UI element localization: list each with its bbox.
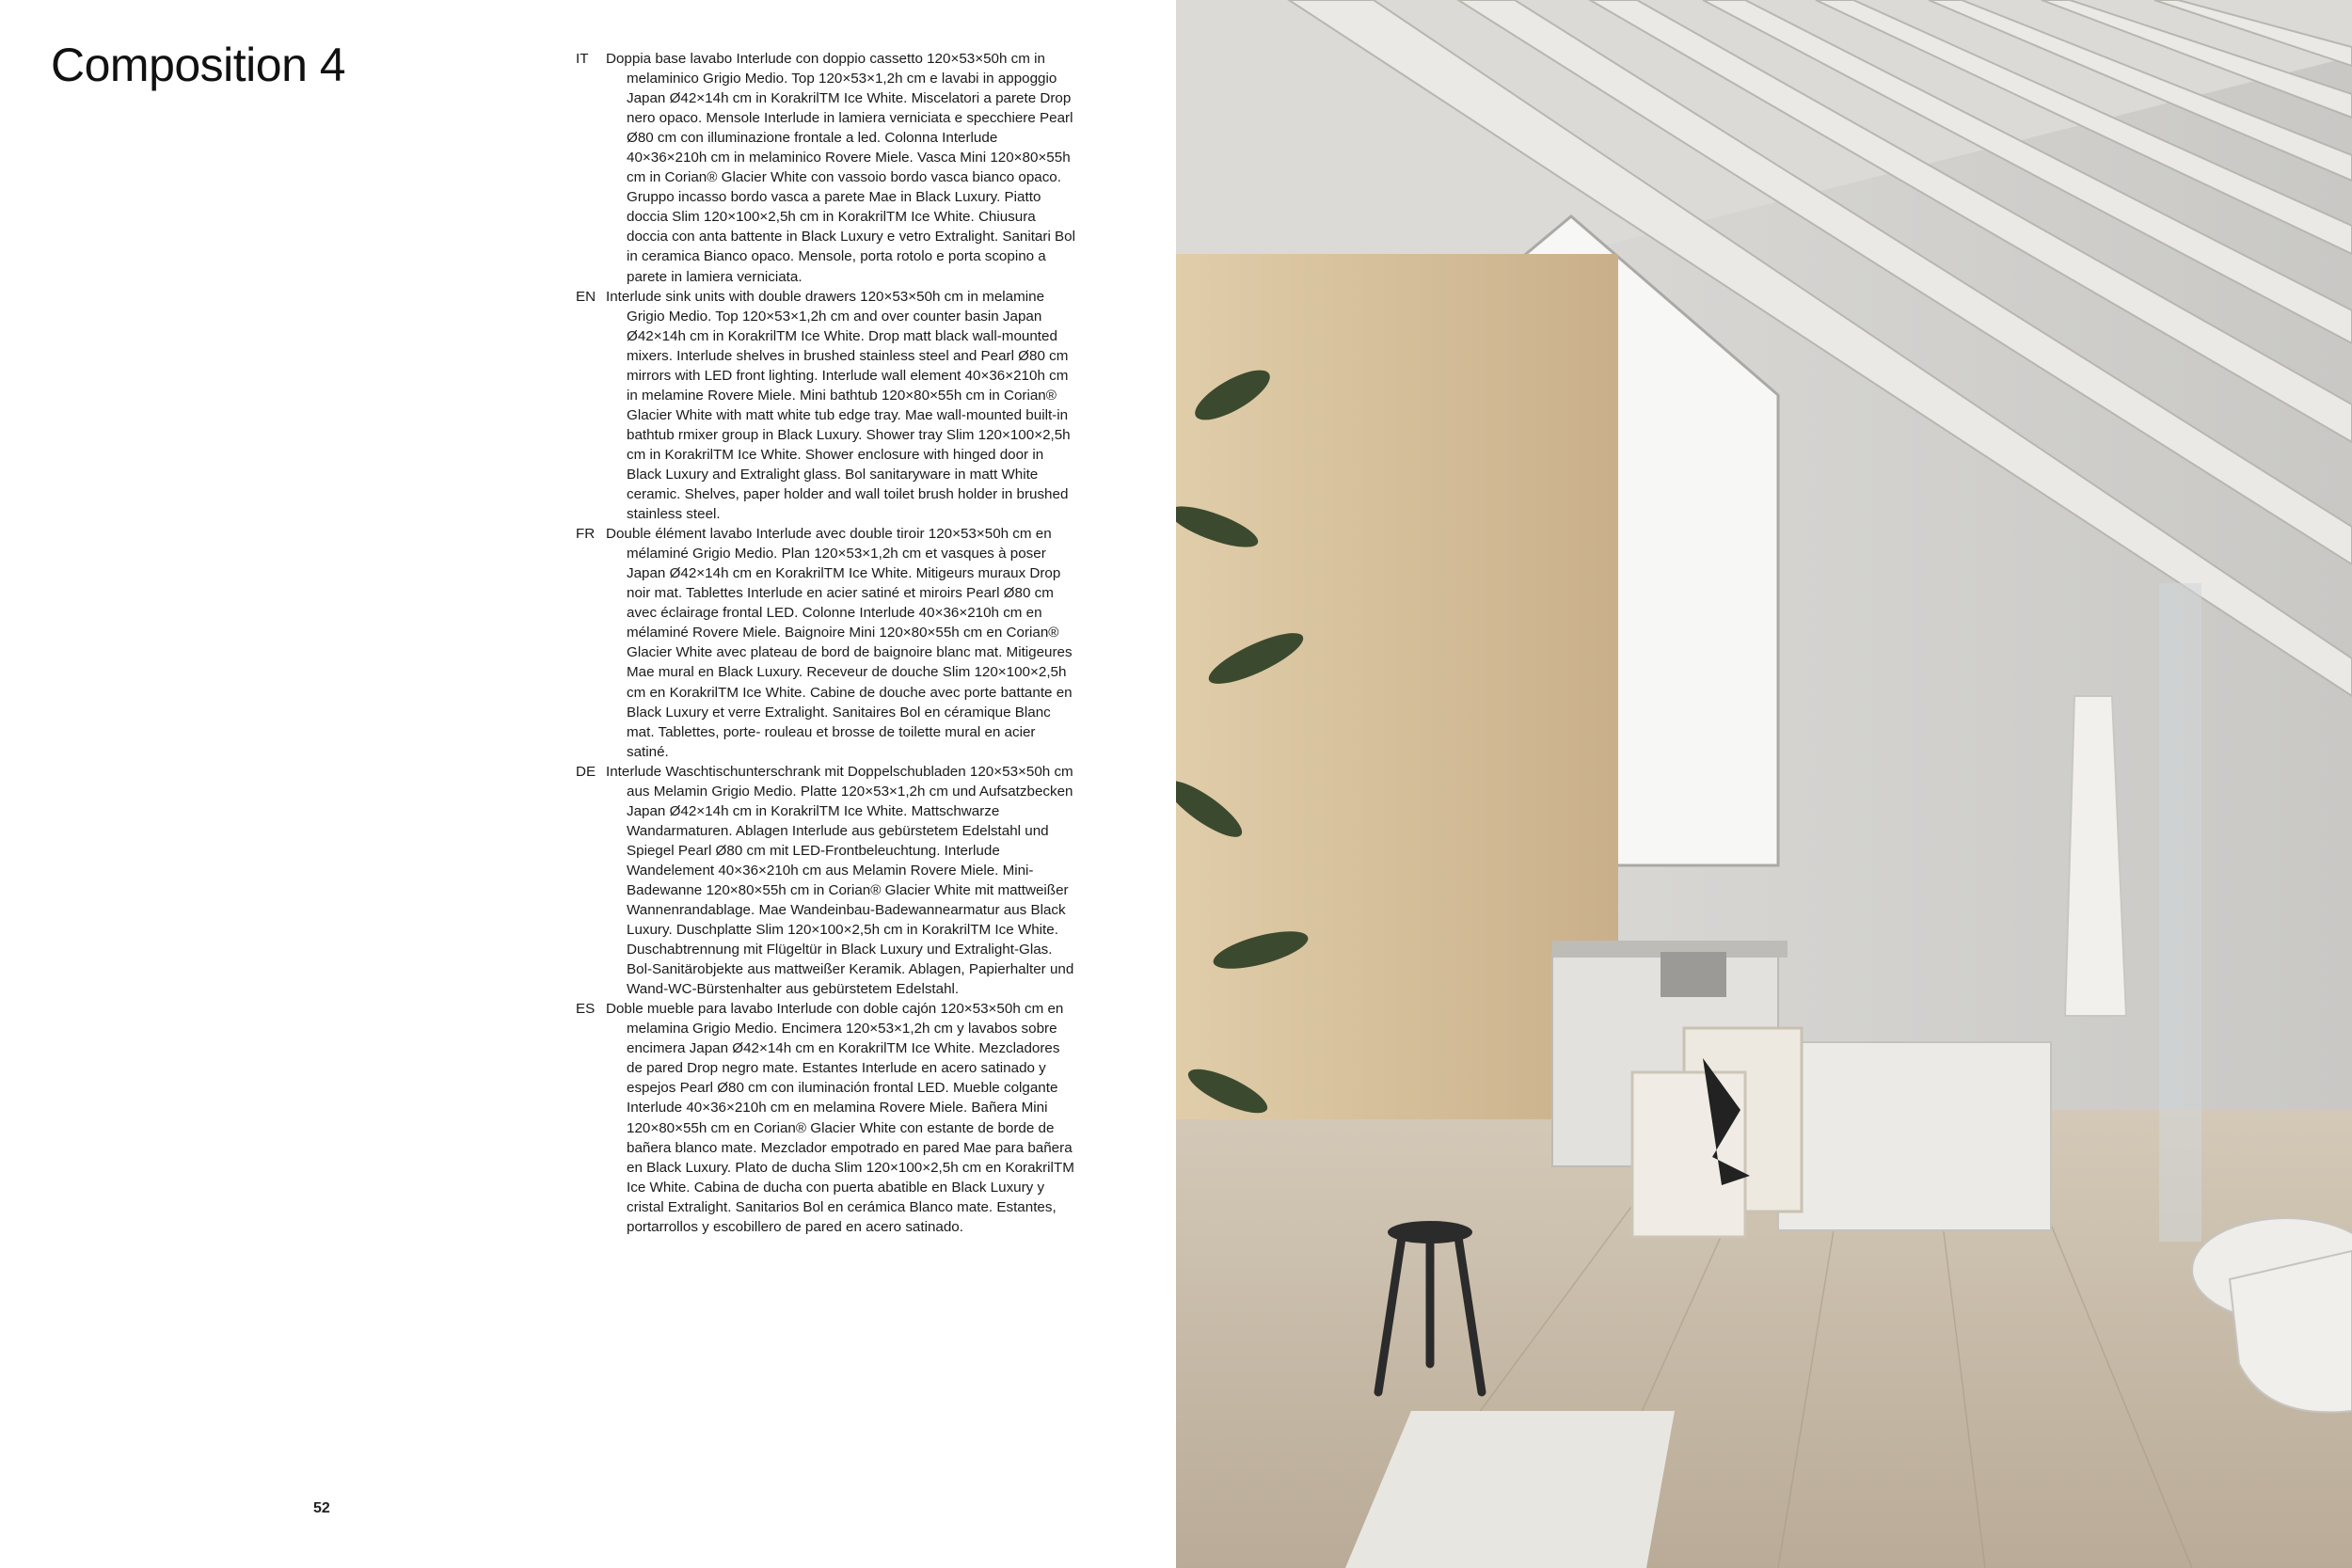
bathtub bbox=[1778, 1042, 2051, 1230]
description-it bbox=[576, 49, 1076, 287]
lang-text: Doppia base lavabo Interlude con doppio cassetto 120×53×50h cm in melaminico Grigio Medio. Top 120×53×1,2h cm e lavabi in appoggio Japan Ø42×14h cm in KorakrilTM Ice White. Miscelatori a parete Drop nero opaco. Mensole Interlude in lamiera verniciata e specchiere Pearl Ø80 cm con illuminazione frontale a led. Colonna Interlude 40×36×210h cm in melaminico Rovere Miele. Vasca Mini 120×80×55h cm in Corian® Glacier White con vassoio bordo vasca bianco opaco. Gruppo incasso bordo vasca a parete Mae in Black Luxury. Piatto doccia Slim 120×100×2,5h cm in KorakrilTM Ice White. Chiusura doccia con anta battente in Black Luxury e vetro Extralight. Sanitari Bol in ceramica Bianco opaco. Mensole, porta rotolo e porta scopino a parete in lamiera verniciata. bbox=[606, 51, 1075, 285]
lang-code: IT bbox=[576, 51, 589, 67]
page-number: 52 bbox=[313, 1500, 330, 1516]
lang-text: Interlude Waschtischunterschrank mit Doppelschubladen 120×53×50h cm aus Melamin Grigio Medio. Platte 120×53×1,2h cm und Aufsatzbecken Japan Ø42×14h cm in KorakrilTM Ice White. Mattschwarze Wandarmaturen. Ablagen Interlude aus gebürstetem Edelstahl und Spiegel Pearl Ø80 cm mit LED-Frontbeleuchtung. Interlude Wandelement 40×36×210h cm aus Melamin Rovere Miele. Mini-Badewanne 120×80×55h cm in Corian® Glacier White mit mattweißer Wannenrandablage. Mae Wandeinbau-Badewannearmatur aus Black Luxury. Duschplatte Slim 120×100×2,5h cm in KorakrilTM Ice White. Duschabtrennung mit Flügeltür in Black Luxury und Extralight-Glas. Bol-Sanitärobjekte aus mattweißer Keramik. Ablagen, Papierhalter und Wand-WC-Bürstenhalter aus gebürstetem Edelstahl. bbox=[606, 763, 1074, 998]
description-fr bbox=[576, 524, 1076, 762]
lang-code: FR bbox=[576, 526, 596, 543]
description-de bbox=[576, 762, 1076, 1000]
wall-shelf bbox=[1661, 952, 1726, 997]
lang-text: Doble mueble para lavabo Interlude con doble cajón 120×53×50h cm en melamina Grigio Medio. Encimera 120×53×1,2h cm y lavabos sobre encimera Japan Ø42×14h cm en KorakrilTM Ice White. Mezcladores de pared Drop negro mate. Estantes Interlude en acero satinado y espejos Pearl Ø80 cm con iluminación frontal LED. Mueble colgante Interlude 40×36×210h cm en melamina Rovere Miele. Bañera Mini 120×80×55h cm en Corian® Glacier White con estante de borde de bañera blanco mate. Mezclador empotrado en pared Mae para bañera en Black Luxury. Plato de ducha Slim 120×100×2,5h cm en KorakrilTM Ice White. Cabina de ducha con puerta abatible en Black Luxury y cristal Extralight. Sanitarios Bol en cerámica Blanco mate. Estantes, portarrollos y escobillero de pared en acero satinado. bbox=[606, 1001, 1074, 1235]
bathroom-photo bbox=[1176, 0, 2352, 1568]
bathroom-scene bbox=[1176, 0, 2352, 1568]
shower-glass bbox=[2159, 583, 2201, 1242]
page-title: Composition 4 bbox=[51, 39, 346, 91]
description-en bbox=[576, 287, 1076, 525]
lang-code: DE bbox=[576, 763, 596, 780]
lang-text: Double élément lavabo Interlude avec double tiroir 120×53×50h cm en mélaminé Grigio Medio. Plan 120×53×1,2h cm et vasques à poser Japan Ø42×14h cm en KorakrilTM Ice White. Mitigeurs muraux Drop noir mat. Tablettes Interlude en acier satiné et miroirs Pearl Ø80 cm avec éclairage frontal LED. Colonne Interlude 40×36×210h cm en mélaminé Rovere Miele. Baignoire Mini 120×80×55h cm en Corian® Glacier White avec plateau de bord de baignoire blanc mat. Mitigeures Mae mural en Black Luxury. Receveur de douche Slim 120×100×2,5h cm en KorakrilTM Ice White. Cabine de douche avec porte battante en Black Luxury et verre Extralight. Sanitaires Bol en céramique Blanc mat. Tablettes, porte- rouleau et brosse de toilette mural en acier satiné. bbox=[606, 526, 1073, 760]
lang-text: Interlude sink units with double drawers 120×53×50h cm in melamine Grigio Medio. Top 120×53×1,2h cm and over counter basin Japan Ø42×14h cm in KorakrilTM Ice White. Drop matt black wall-mounted mixers. Interlude shelves in brushed stainless steel and Pearl Ø80 cm mirrors with LED front lighting. Interlude wall element 40×36×210h cm in melamine Rovere Miele. Mini bathtub 120×80×55h cm in Corian® Glacier White with matt white tub edge tray. Mae wall-mounted built-in bathtub rmixer group in Black Luxury. Shower tray Slim 120×100×2,5h cm in KorakrilTM Ice White. Shower enclosure with hinged door in Black Luxury and Extralight glass. Bol sanitaryware in matt White ceramic. Shelves, paper holder and wall toilet brush holder in brushed stainless steel. bbox=[606, 288, 1071, 523]
product-description bbox=[576, 49, 1076, 1237]
lang-code: ES bbox=[576, 1001, 596, 1018]
lang-code: EN bbox=[576, 288, 596, 305]
description-es bbox=[576, 999, 1076, 1237]
